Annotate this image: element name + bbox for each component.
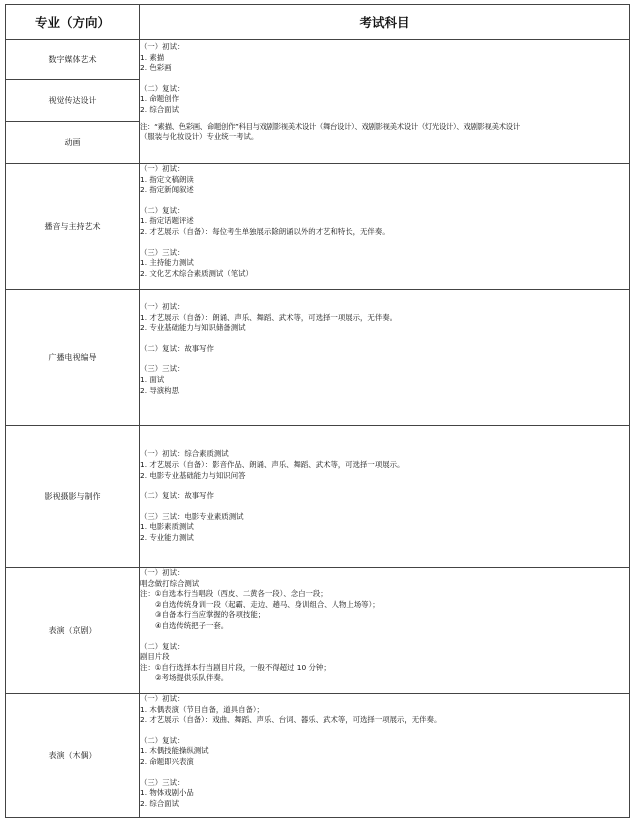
- subject-cell: [140, 426, 630, 568]
- subject-line: （三）三试：: [140, 777, 185, 787]
- major-cell: 数字媒体艺术: [6, 40, 140, 80]
- major-cell: 广播电视编导: [6, 290, 140, 426]
- subject-line: ②考场提供乐队伴奏。: [155, 673, 229, 683]
- subject-line: 2. 综合面试: [140, 798, 179, 808]
- subject-line: 1. 主持能力测试: [140, 258, 194, 268]
- subject-line: ④自选传统把子一套。: [155, 620, 229, 630]
- subject-line: 1. 电影素质测试: [140, 522, 194, 532]
- subject-line: 1. 木偶表演（节目自备，道具自备）；: [140, 704, 264, 714]
- subject-line: 2. 才艺展示（自备）：每位考生单独展示除朗诵以外的才艺和特长，无伴奏。: [140, 226, 390, 236]
- major-cell: 表演（木偶）: [6, 694, 140, 818]
- table-row: [6, 40, 630, 80]
- table-row: [6, 164, 630, 290]
- subject-line: ③自备本行当应掌握的各项技能；: [155, 610, 266, 620]
- major-cell: 动画: [6, 122, 140, 164]
- subject-note: 注：“素描、色彩画、命题创作”科目与戏剧影视美术设计（舞台设计）、戏剧影视美术设计（灯光设计）、戏剧影视美术设计: [140, 121, 520, 131]
- subject-line: 注：①自选本行当唱段（西皮、二黄各一段）、念白一段；: [140, 589, 328, 599]
- table-header-row: [6, 5, 630, 40]
- subject-line: （二）复试：: [140, 205, 185, 215]
- header-subject: 考试科目: [140, 5, 630, 40]
- subject-line: 1. 才艺展示（自备）：朗诵、声乐、舞蹈、武术等，可选择一项展示，无伴奏。: [140, 312, 397, 322]
- table-row: [6, 694, 630, 818]
- subject-cell: [140, 694, 630, 818]
- subject-line: （一）初试：: [140, 42, 185, 51]
- major-cell: 表演（京剧）: [6, 568, 140, 694]
- table-row: [6, 568, 630, 694]
- subject-line: 1. 指定话题评述: [140, 216, 194, 226]
- subject-line: （二）复试：故事写作: [140, 343, 214, 353]
- subject-line: （一）初试：综合素质测试: [140, 449, 229, 459]
- subject-line: （二）复试：故事写作: [140, 491, 214, 501]
- subject-line: 1. 木偶技能操纵测试: [140, 746, 209, 756]
- subject-cell: [140, 568, 630, 694]
- subject-cell: [140, 40, 630, 164]
- subject-cell: [140, 290, 630, 426]
- subject-line: 1. 指定文稿朗读: [140, 174, 194, 184]
- subject-line: 2. 文化艺术综合素质测试（笔试）: [140, 268, 253, 278]
- subject-line: 唱念做打综合测试: [140, 578, 200, 588]
- subject-line: 2. 电影专业基础能力与知识问答: [140, 470, 246, 480]
- subject-line: 2. 指定新闻叙述: [140, 185, 194, 195]
- table-row: [6, 290, 630, 426]
- subject-line: 1. 才艺展示（自备）：影音作品、朗诵、声乐、舞蹈、武术等，可选择一项展示。: [140, 460, 405, 470]
- subject-line: （三）三试：电影专业素质测试: [140, 511, 244, 521]
- subject-line: 2. 专业基础能力与知识储备测试: [140, 323, 246, 333]
- subject-line: 2. 命题即兴表演: [140, 756, 194, 766]
- subject-line: （三）三试：: [140, 364, 185, 374]
- subject-line: （二）复试：: [140, 735, 185, 745]
- subject-cell: [140, 164, 630, 290]
- subject-line: 1. 面试: [140, 374, 165, 384]
- subject-line: 2. 专业能力测试: [140, 532, 194, 542]
- major-cell: 播音与主持艺术: [6, 164, 140, 290]
- header-major: 专业（方向）: [6, 5, 140, 40]
- subject-note: （服装与化妆设计）专业统一考试。: [140, 132, 259, 142]
- subject-line: 2. 色彩画: [140, 63, 172, 73]
- subject-line: （二）复试：: [140, 641, 185, 651]
- subject-line: 2. 才艺展示（自备）：戏曲、舞蹈、声乐、台词、器乐、武术等，可选择一项展示，无伴奏。: [140, 715, 442, 725]
- subject-line: 剧目片段: [140, 652, 170, 662]
- subject-line: （一）初试：: [140, 164, 185, 173]
- major-cell: 影视摄影与制作: [6, 426, 140, 568]
- subject-line: 1. 命题创作: [140, 94, 179, 104]
- major-cell: 视觉传达设计: [6, 80, 140, 122]
- subject-line: （一）初试：: [140, 302, 185, 311]
- subject-line: 注：①自行选择本行当剧目片段，一般不得超过 10 分钟；: [140, 662, 331, 672]
- subject-line: （一）初试：: [140, 694, 185, 703]
- subject-line: （一）初试：: [140, 568, 185, 577]
- subject-line: （二）复试：: [140, 83, 185, 93]
- subject-line: ②自选传统身训一段（起霸、走边、趟马、身训组合、人物上场等）；: [155, 599, 380, 609]
- subject-line: 1. 素描: [140, 52, 165, 62]
- table-row: [6, 426, 630, 568]
- subject-line: 2. 综合面试: [140, 104, 179, 114]
- subject-line: 2. 导演构思: [140, 385, 179, 395]
- subject-line: （三）三试：: [140, 247, 185, 257]
- subject-line: 1. 物体戏剧小品: [140, 788, 194, 798]
- exam-subjects-table: [5, 4, 630, 818]
